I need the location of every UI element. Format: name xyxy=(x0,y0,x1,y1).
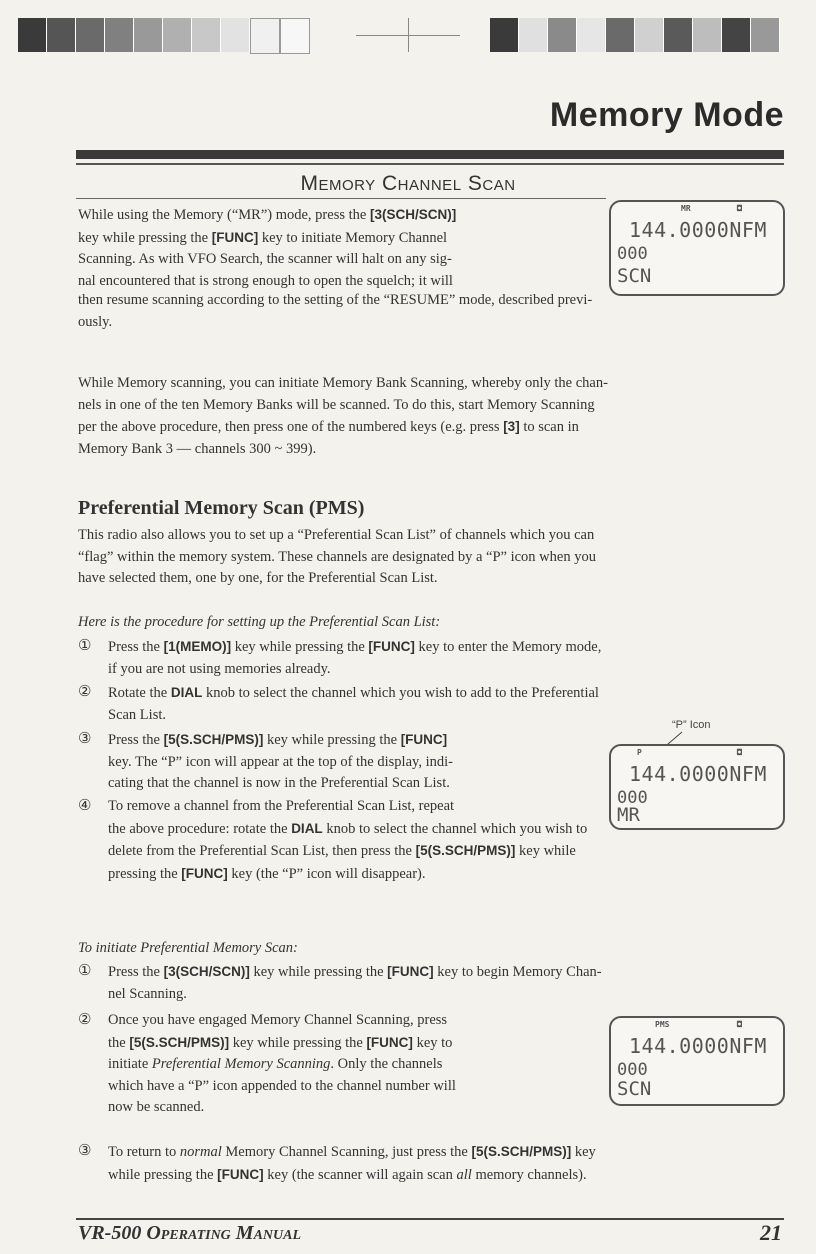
registration-bar-left xyxy=(18,18,310,52)
initiate-step-number-1: ① xyxy=(78,963,92,979)
section-title: Memory Channel Scan xyxy=(300,172,516,195)
initiate-step-1: Press the [3(SCH/SCN)] key while pressing the [FUNC] key to begin Memory Chan- nel Scanning. xyxy=(108,964,602,1002)
lcd-display-pms: PMS ◘ 144.0000NFM 000 SCN xyxy=(609,1016,785,1106)
initiate-step-3: To return to normal Memory Channel Scanning, just press the [5(S.SCH/PMS)] key while pressing the [FUNC] key (the scanner will again scan all memory channels). xyxy=(108,1144,596,1183)
lcd-display-mr: P ◘ 144.0000NFM 000 MR xyxy=(609,744,785,830)
initiate-step-number-2: ② xyxy=(78,1012,92,1028)
step-1: Press the [1(MEMO)] key while pressing the [FUNC] key to enter the Memory mode, if you are not using memories already. xyxy=(108,639,602,677)
title-rule-heavy xyxy=(76,150,784,159)
initiate-step-2: Once you have engaged Memory Channel Scanning, press the [5(S.SCH/PMS)] key while pressing the [FUNC] key to initiate Preferential Memory Scanning. Only the channels which have a “P” icon appended to the channel number will now be scanned. xyxy=(108,1012,456,1116)
step-number-1: ① xyxy=(78,638,92,654)
step-4: To remove a channel from the Preferential Scan List, repeat the above procedure: rotate the DIAL knob to select the channel which you wish to delete from the Preferential Scan List, then press the [5(S.SCH/PMS)] key while pressing the [FUNC] key (the “P” icon will disappear). xyxy=(108,798,588,882)
pms-heading: Preferential Memory Scan (PMS) xyxy=(78,497,365,519)
page-number: 21 xyxy=(760,1220,782,1245)
paragraph-memory-scan: While using the Memory (“MR”) mode, press the [3(SCH/SCN)] key while pressing the [FUNC] key to initiate Memory Channel Scanning. As with VFO Search, the scanner will halt on any sig- nal encountered that is strong enough to open the squelch; it will xyxy=(78,207,457,289)
title-rule-thin xyxy=(76,163,784,165)
initiate-title: To initiate Preferential Memory Scan: xyxy=(78,940,298,956)
procedure-title: Here is the procedure for setting up the Preferential Scan List: xyxy=(78,614,441,630)
page-title: Memory Mode xyxy=(549,96,784,134)
footer-manual-title: VR-500 Operating Manual xyxy=(78,1222,302,1244)
step-2: Rotate the DIAL knob to select the channel which you wish to add to the Preferential Scan List. xyxy=(108,685,599,723)
step-number-4: ④ xyxy=(78,798,92,814)
paragraph-pms-intro: This radio also allows you to set up a “Preferential Scan List” of channels which you can “flag” within the memory system. These channels are designated by a “P” icon when you have selected them, one by one, for the Preferential Scan List. xyxy=(78,527,596,587)
registration-bar-right xyxy=(490,18,780,52)
p-icon-label: “P” Icon xyxy=(672,719,711,731)
step-number-3: ③ xyxy=(78,731,92,747)
section-divider xyxy=(76,198,606,199)
lcd-display-scan: MR ◘ 144.0000NFM 000 SCN xyxy=(609,200,785,296)
initiate-step-number-3: ③ xyxy=(78,1143,92,1159)
step-3: Press the [5(S.SCH/PMS)] key while pressing the [FUNC] key. The “P” icon will appear at the top of the display, indi- cating that the channel is now in the Preferential Scan List. xyxy=(108,732,453,792)
step-number-2: ② xyxy=(78,684,92,700)
footer-rule xyxy=(76,1218,784,1220)
paragraph-memory-scan-cont: then resume scanning according to the setting of the “RESUME” mode, described previ- ously. xyxy=(78,292,593,330)
registration-crossmark xyxy=(356,18,460,52)
paragraph-bank-scan: While Memory scanning, you can initiate Memory Bank Scanning, whereby only the chan- nels in one of the ten Memory Banks will be scanned. To do this, start Memory Scanning per the above procedure, then press one of the numbered keys (e.g. press [3] to scan in Memory Bank 3 — channels 300 ~ 399). xyxy=(78,375,608,457)
